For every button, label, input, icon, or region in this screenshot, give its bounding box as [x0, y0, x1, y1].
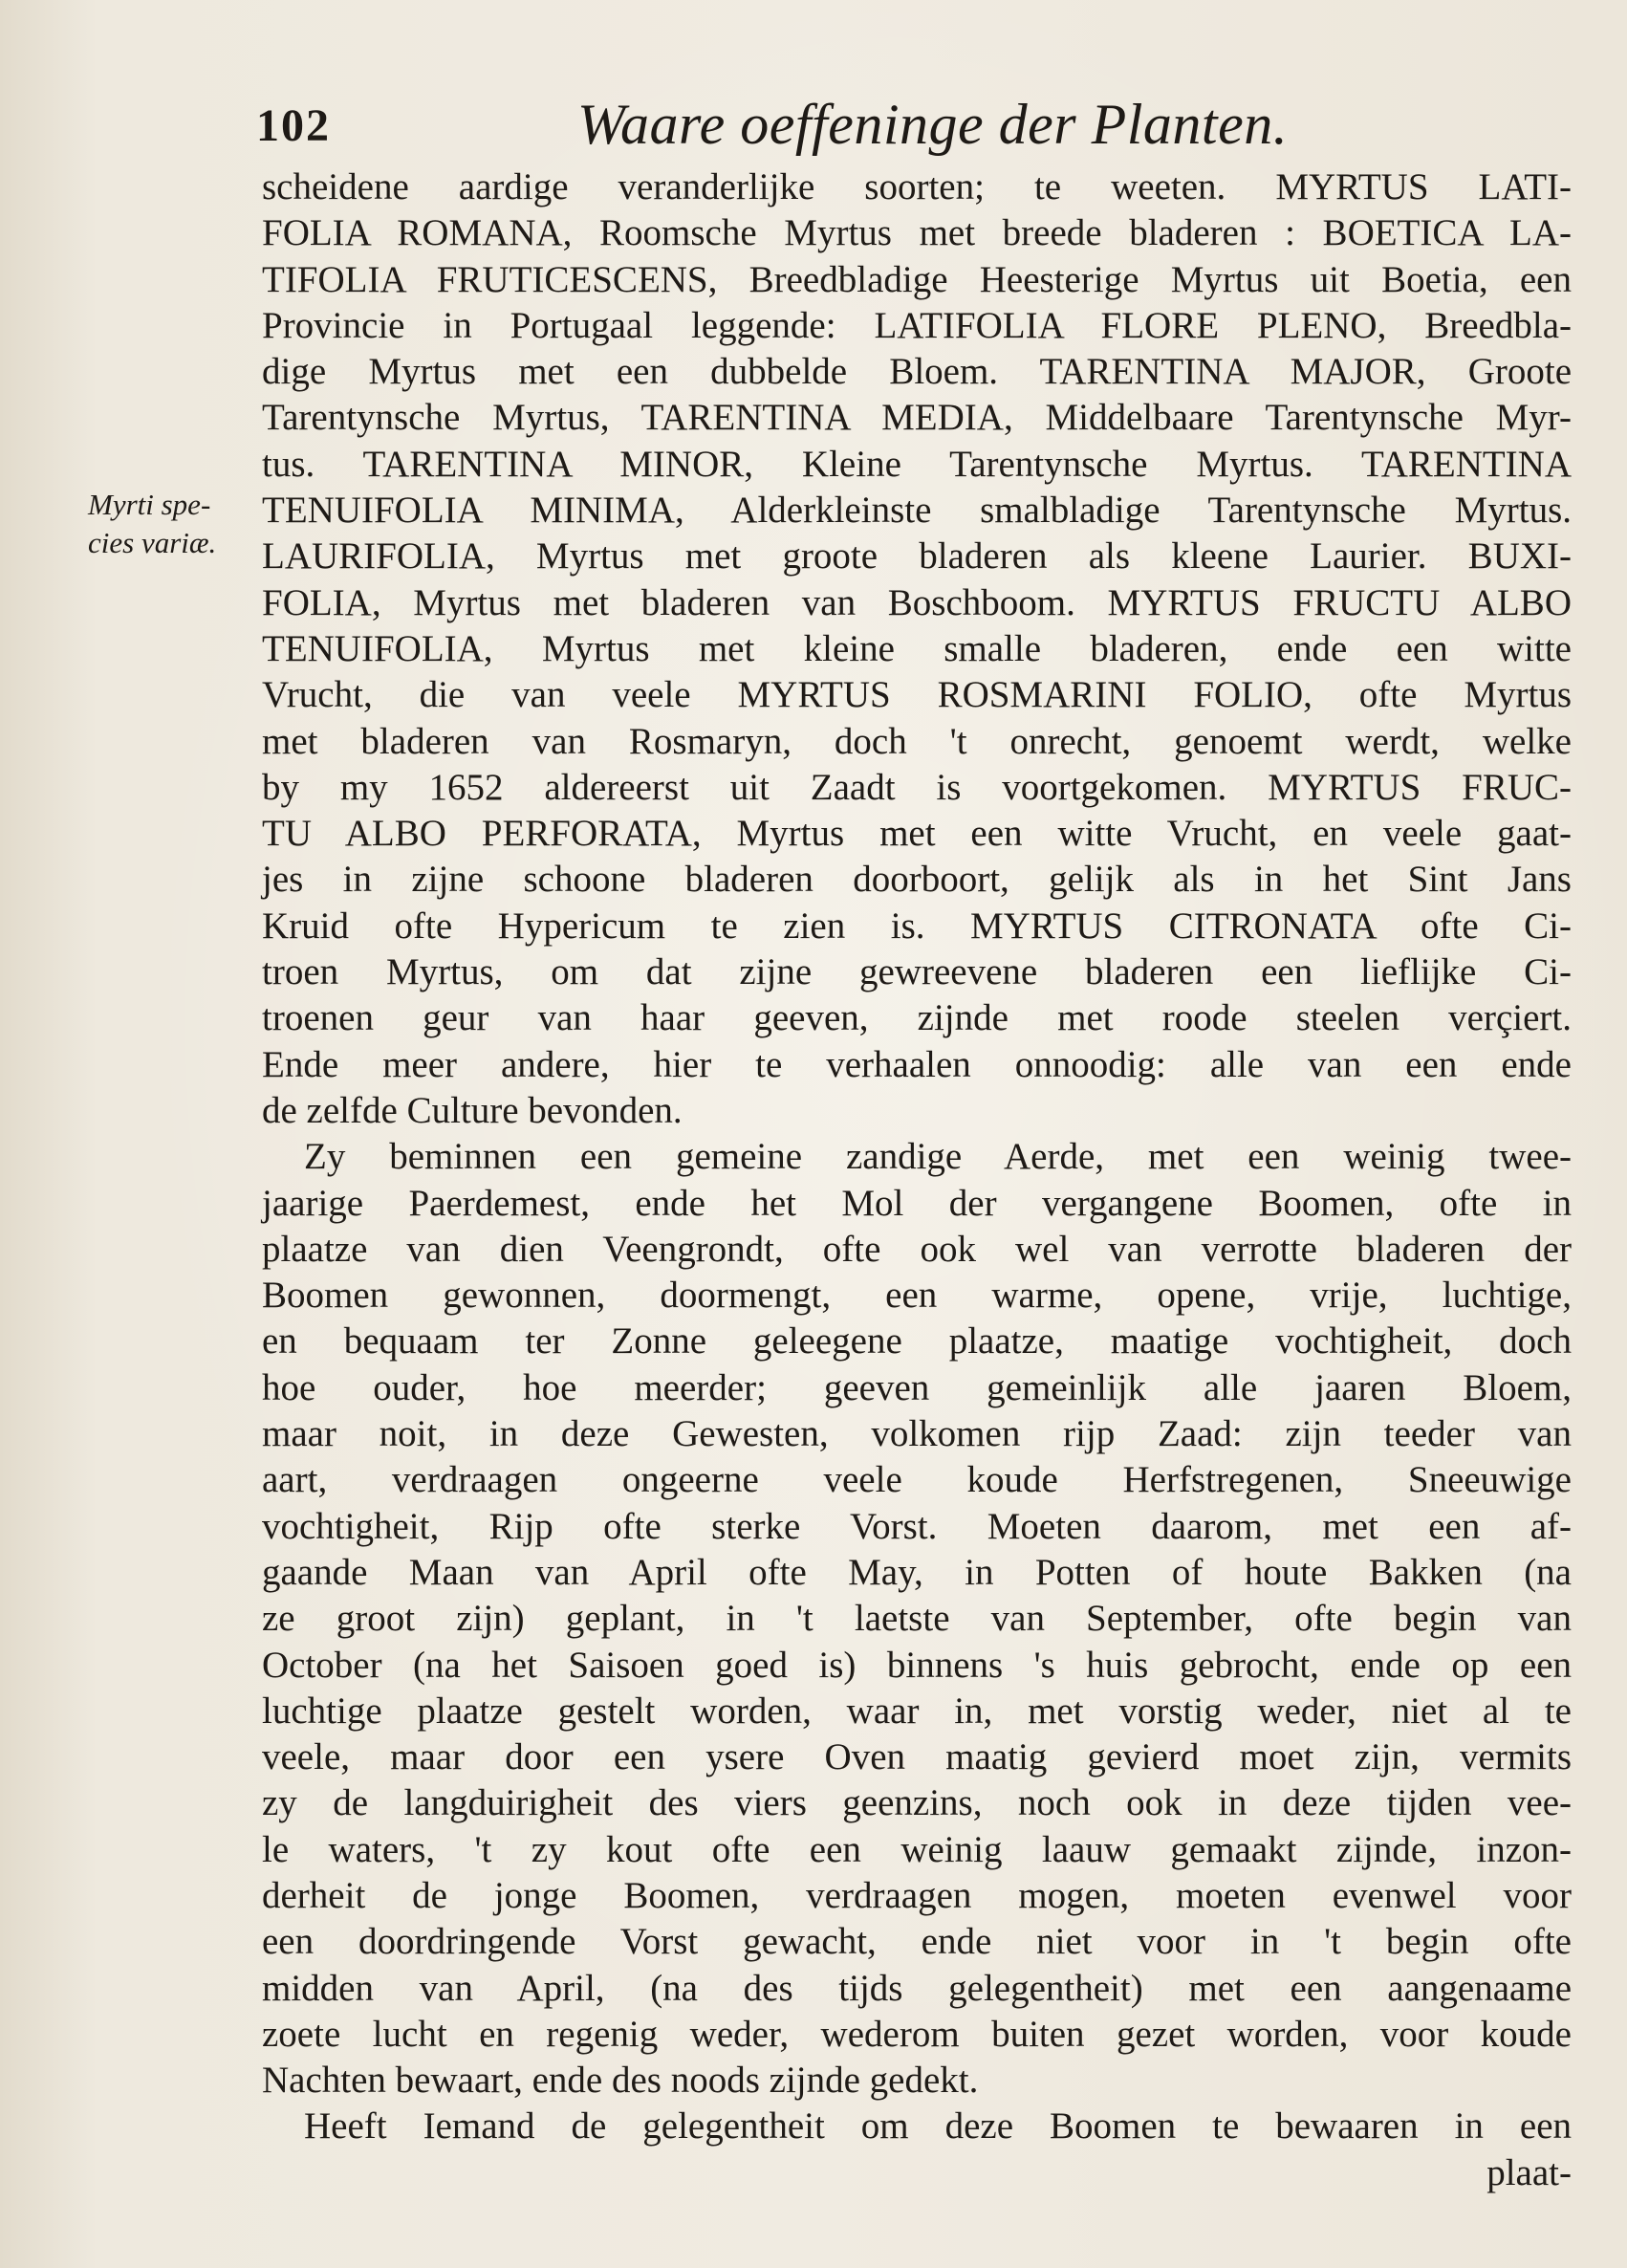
text-line: zoete lucht en regenig weder, wederom buiten gezet worden, voor koude [262, 2013, 1572, 2055]
text-line: gaande Maan van April ofte May, in Potten of houte Bakken (na [262, 1551, 1572, 1593]
page-number: 102 [256, 100, 331, 151]
text-line: October (na het Saisoen goed is) binnens 's huis gebrocht, ende op een [262, 1644, 1572, 1686]
running-title: Waare oeffeninge der Planten. [577, 93, 1289, 156]
text-line: derheit de jonge Boomen, verdraagen mogen, moeten evenwel voor [262, 1874, 1572, 1916]
text-line: Kruid ofte Hypericum te zien is. MYRTUS CITRONATA ofte Ci- [262, 905, 1572, 947]
text-line: TENUIFOLIA MINIMA, Alderkleinste smalbladige Tarentynsche Myrtus. [262, 490, 1572, 532]
text-line: by my 1652 aldereerst uit Zaadt is voortgekomen. MYRTUS FRUC- [262, 766, 1572, 808]
text-line: veele, maar door een ysere Oven maatig gevierd moet zijn, vermits [262, 1736, 1572, 1778]
text-line: TU ALBO PERFORATA, Myrtus met een witte Vrucht, en veele gaat- [262, 813, 1572, 855]
text-line: troenen geur van haar geeven, zijnde met roode steelen verçiert. [262, 997, 1572, 1039]
text-line: tus. TARENTINA MINOR, Kleine Tarentynsche Myrtus. TARENTINA [262, 443, 1572, 485]
text-line: midden van April, (na des tijds gelegentheit) met een aangenaame [262, 1967, 1572, 2009]
text-line: TENUIFOLIA, Myrtus met kleine smalle bladeren, ende een witte [262, 627, 1572, 669]
page-header [256, 92, 1289, 159]
text-line: zy de langduirigheit des viers geenzins, noch ook in deze tijden vee- [262, 1782, 1572, 1824]
text-line: en bequaam ter Zonne geleegene plaatze, maatige vochtigheit, doch [262, 1320, 1572, 1363]
text-line: Provincie in Portugaal leggende: LATIFOLIA FLORE PLENO, Breedbla- [262, 304, 1572, 346]
text-line: met bladeren van Rosmaryn, doch 't onrecht, genoemt werdt, welke [262, 720, 1572, 762]
text-line: scheidene aardige veranderlijke soorten; te weeten. MYRTUS LATI- [262, 166, 1572, 207]
text-line: jaarige Paerdemest, ende het Mol der vergangene Boomen, ofte in [262, 1182, 1572, 1224]
text-line: luchtige plaatze gestelt worden, waar in, met vorstig weder, niet al te [262, 1690, 1572, 1732]
margin-note-line: Myrti spe- [88, 488, 211, 521]
text-line: FOLIA, Myrtus met bladeren van Boschboom. MYRTUS FRUCTU ALBO [262, 581, 1572, 623]
text-line: vochtigheit, Rijp ofte sterke Vorst. Moeten daarom, met een af- [262, 1505, 1572, 1547]
paragraph-start-line: Zy beminnen een gemeine zandige Aerde, met een weinig twee- [304, 1136, 1572, 1178]
text-line: jes in zijne schoone bladeren doorboort, gelijk als in het Sint Jans [262, 859, 1572, 901]
text-line: TIFOLIA FRUTICESCENS, Breedbladige Heesterige Myrtus uit Boetia, een [262, 258, 1572, 300]
text-line: ze groot zijn) geplant, in 't laetste van September, ofte begin van [262, 1598, 1572, 1640]
text-line: Boomen gewonnen, doormengt, een warme, opene, vrije, luchtige, [262, 1275, 1572, 1317]
margin-note-line: cies variæ. [88, 526, 217, 559]
text-line: maar noit, in deze Gewesten, volkomen rijp Zaad: zijn teeder van [262, 1413, 1572, 1455]
catchword: plaat- [1486, 2151, 1572, 2193]
text-line: Vrucht, die van veele MYRTUS ROSMARINI FOLIO, ofte Myrtus [262, 674, 1572, 716]
text-line: dige Myrtus met een dubbelde Bloem. TARENTINA MAJOR, Groote [262, 351, 1572, 393]
paragraph-start-line: Heeft Iemand de gelegentheit om deze Boomen te bewaaren in een [304, 2105, 1572, 2148]
text-line: Nachten bewaart, ende des noods zijnde gedekt. [262, 2060, 979, 2102]
text-line: de zelfde Culture bevonden. [262, 1089, 683, 1131]
text-line: FOLIA ROMANA, Roomsche Myrtus met breede bladeren : BOETICA LA- [262, 212, 1572, 254]
text-line: Ende meer andere, hier te verhaalen onnoodig: alle van een ende [262, 1043, 1572, 1085]
text-line: hoe ouder, hoe meerder; geeven gemeinlijk alle jaaren Bloem, [262, 1366, 1572, 1408]
text-line: LAURIFOLIA, Myrtus met groote bladeren als kleene Laurier. BUXI- [262, 535, 1572, 578]
text-line: aart, verdraagen ongeerne veele koude Herfstregenen, Sneeuwige [262, 1459, 1572, 1501]
text-line: Tarentynsche Myrtus, TARENTINA MEDIA, Middelbaare Tarentynsche Myr- [262, 397, 1572, 439]
text-line: troen Myrtus, om dat zijne gewreevene bladeren een lieflijke Ci- [262, 951, 1572, 993]
margin-note [88, 486, 250, 562]
body-text [262, 164, 1572, 2196]
text-line: plaatze van dien Veengrondt, ofte ook wel van verrotte bladeren der [262, 1228, 1572, 1270]
text-line: een doordringende Vorst gewacht, ende niet voor in 't begin ofte [262, 1921, 1572, 1963]
text-line: le waters, 't zy kout ofte een weinig laauw gemaakt zijnde, inzon- [262, 1828, 1572, 1870]
